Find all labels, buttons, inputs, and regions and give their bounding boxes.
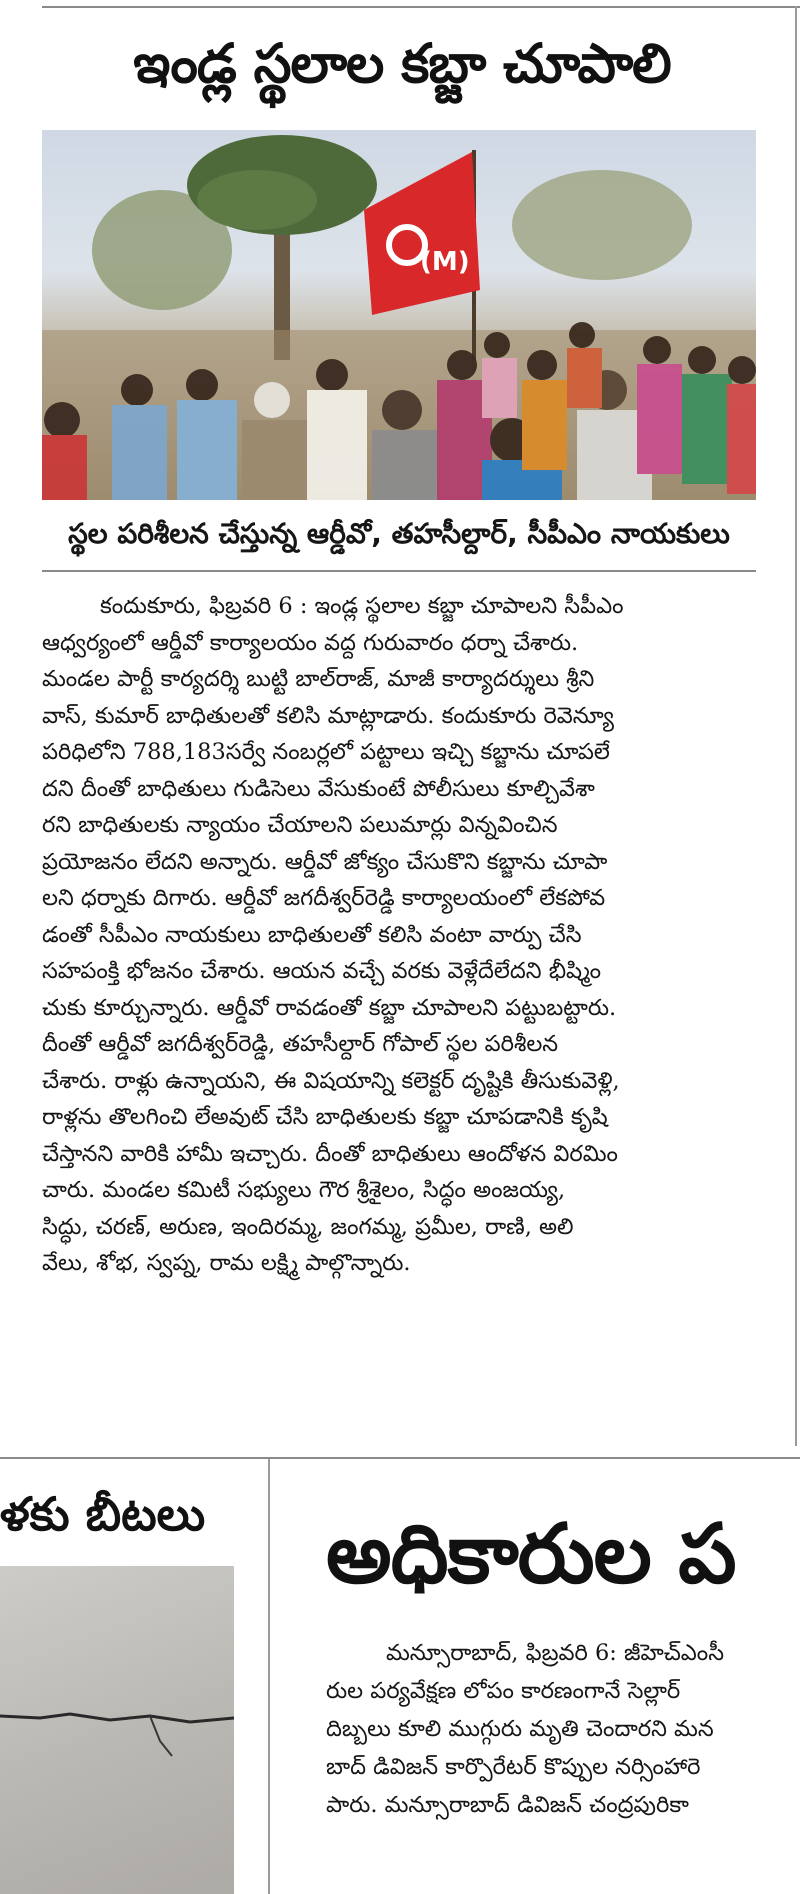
article-line: చారు. మండల కమిటీ సభ్యులు గౌర శ్రీశైలం, సిద్ధం అంజయ్య, (42, 1177, 566, 1203)
article-line: రాళ్లను తొలగించి లేఅవుట్ చేసి బాధితులకు కబ్జా చూపడానికి కృషి (42, 1104, 608, 1130)
cracked-wall-illustration (0, 1566, 234, 1894)
article-line: వేలు, శోభ, స్వప్న, రామ లక్ష్మి పాల్గొన్నారు. (42, 1250, 411, 1276)
left-story-headline: ళకు బీటలు (0, 1487, 206, 1541)
article-line: ఆధ్వర్యంలో ఆర్డీవో కార్యాలయం వద్ద గురువారం ధర్నా చేశారు. (42, 629, 579, 656)
article-line: వాస్, కుమార్ బాధితులతో కలిసి మాట్లాడారు. కందుకూరు రెవెన్యూ (42, 702, 614, 729)
bottom-column-divider (268, 1459, 270, 1894)
article-line: దని దీంతో బాధితులు గుడిసెలు వేసుకుంటే పోలీసులు కూల్చివేశా (42, 775, 595, 802)
right-story-body (326, 1634, 800, 1824)
article-line: పారు. మన్సూరాబాద్ డివిజన్ చంద్రపురికా (326, 1792, 689, 1818)
article-line: రుల పర్యవేక్షణ లోపం కారణంగానే సెల్లార్ (326, 1678, 681, 1704)
article-line: దిబ్బలు కూలి ముగ్గురు మృతి చెందారని మన (326, 1716, 714, 1742)
article-line: చుకు కూర్చున్నారు. ఆర్డీవో రావడంతో కబ్జా చూపాలని పట్టుబట్టారు. (42, 994, 617, 1021)
caption-rule (42, 570, 756, 572)
article-line: సిద్ధు, చరణ్, అరుణ, ఇందిరమ్మ, జంగమ్మ, ప్రమీల, రాణి, అలి (42, 1213, 574, 1240)
article-line: దీంతో ఆర్డీవో జగదీశ్వర్‌రెడ్డి, తహసీల్దార్ గోపాల్ స్థల పరిశీలన (42, 1031, 559, 1057)
article-line: చేస్తానని వారికి హామీ ఇచ్చారు. దీంతో బాధితులు ఆందోళన విరమిం (42, 1140, 618, 1167)
column-divider (795, 6, 797, 1446)
article-line: చేశారు. రాళ్లు ఉన్నాయని, ఈ విషయాన్ని కలెక్టర్ దృష్టికి తీసుకువెళ్లి, (42, 1067, 620, 1094)
section-rule (0, 1457, 800, 1459)
photo-illustration (42, 130, 756, 500)
news-photo (42, 130, 756, 500)
top-rule (42, 6, 800, 8)
article-line: మండల పార్టీ కార్యదర్శి బుట్టి బాల్‌రాజ్, మాజీ కార్యాదర్శులు శ్రీని (42, 666, 595, 692)
flag-text: (M) (420, 247, 470, 277)
photo-caption: స్థల పరిశీలన చేస్తున్న ఆర్డీవో, తహసీల్దార్, సీపీఎం నాయకులు (68, 517, 730, 550)
article-line: పరిధిలోని 788,183సర్వే నంబర్లలో పట్టాలు ఇచ్చి కబ్జాను చూపలే (42, 739, 610, 765)
article-line: కందుకూరు, ఫిబ్రవరి 6 : ఇండ్ల స్థలాల కబ్జా చూపాలని సీపీఎం (100, 593, 624, 619)
left-story-photo (0, 1566, 234, 1894)
article-line: సహపంక్తి భోజనం చేశారు. ఆయన వచ్చే వరకు వెళ్లేదేలేదని భీష్మిం (42, 958, 602, 984)
article-line: మన్సూరాబాద్, ఫిబ్రవరి 6: జీహెచ్ఎంసీ (386, 1640, 725, 1666)
article-line: డంతో సీపీఎం నాయకులు బాధితులతో కలిసి వంటా వార్పు చేసి (42, 921, 582, 948)
article-body (42, 588, 758, 1282)
article-line: రని బాధితులకు న్యాయం చేయాలని పలుమార్లు విన్నవించిన (42, 812, 558, 838)
main-headline: ఇండ్ల స్థలాల కబ్జా చూపాలి (133, 32, 671, 95)
article-line: బాద్ డివిజన్ కార్పొరేటర్ కొప్పుల నర్సింహారె (326, 1754, 701, 1780)
article-line: ప్రయోజనం లేదని అన్నారు. ఆర్డీవో జోక్యం చేసుకొని కబ్జాను చూపా (42, 848, 608, 875)
right-story-headline: అధికారుల ప (326, 1507, 736, 1602)
article-line: లని ధర్నాకు దిగారు. ఆర్డీవో జగదీశ్వర్‌రెడ్డి కార్యాలయంలో లేకపోవ (42, 885, 606, 911)
